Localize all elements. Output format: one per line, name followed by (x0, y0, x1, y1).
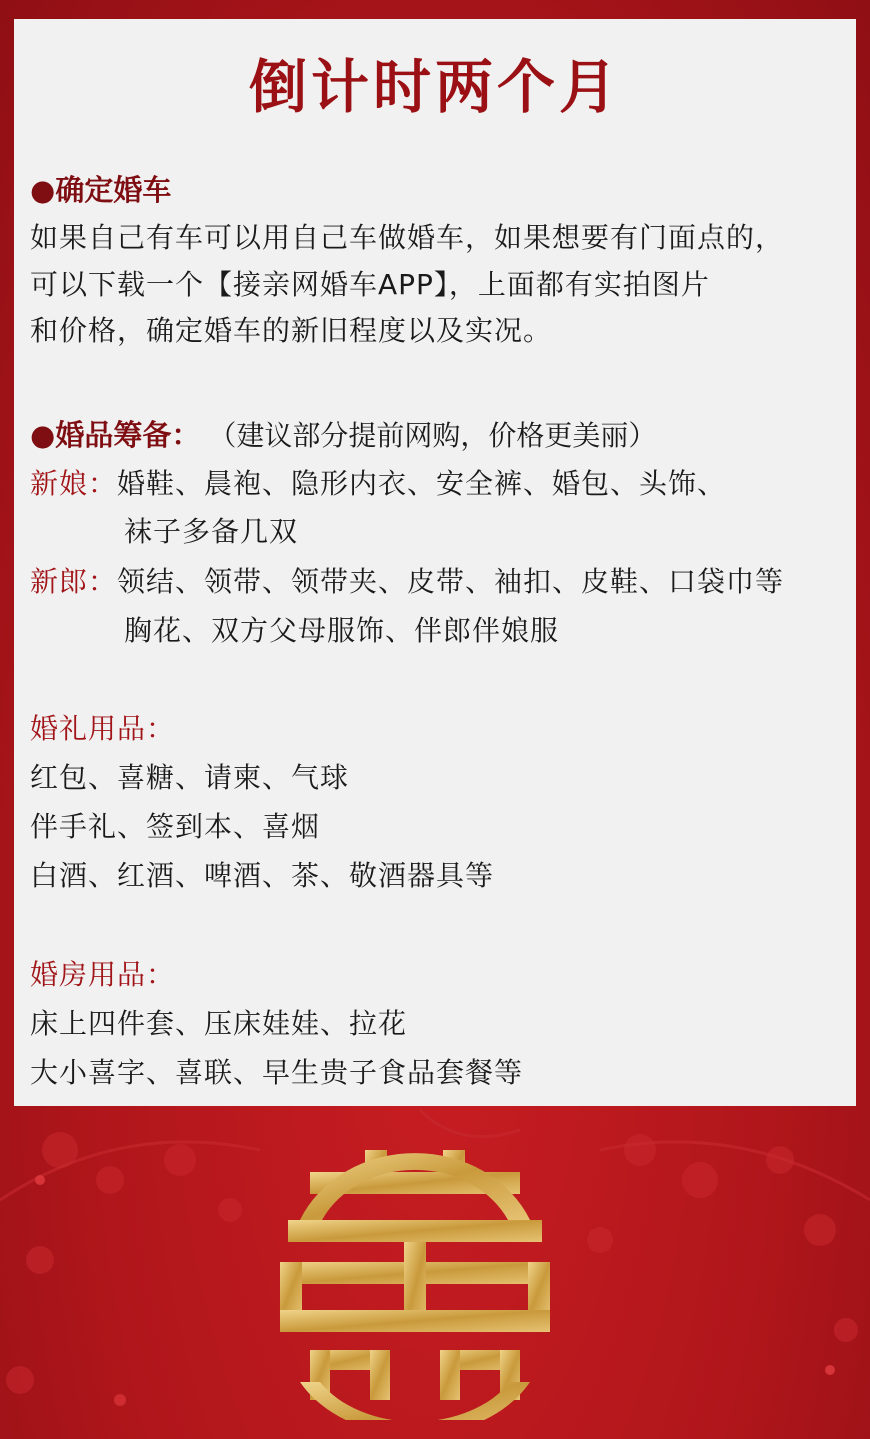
list-item: 白酒、红酒、啤酒、茶、敬酒器具等 (30, 859, 495, 892)
list-item: 床上四件套、压床娃娃、拉花 (30, 1007, 408, 1040)
heading-text: 确定婚车 (55, 173, 172, 207)
list-item: 大小喜字、喜联、早生贵子食品套餐等 (30, 1056, 524, 1089)
section-heading-car (30, 171, 171, 209)
double-happiness-icon (270, 1150, 560, 1420)
list-text: 婚鞋、晨袍、隐形内衣、安全裤、婚包、头饰、 (117, 467, 727, 500)
groom-list-line: 胸花、双方父母服饰、伴郎伴娘服 (124, 614, 560, 647)
paragraph-line: 如果自己有车可以用自己车做婚车，如果想要有门面点的， (30, 221, 785, 254)
page-title: 倒计时两个月 (248, 53, 621, 121)
heading-text: 婚品筹备： (55, 418, 201, 452)
groom-label: 新郎： (30, 565, 118, 598)
bullet-icon: ● (30, 418, 56, 452)
bride-list-line: 袜子多备几双 (124, 515, 299, 548)
groom-list-line (30, 563, 784, 601)
list-item: 红包、喜糖、请柬、气球 (30, 761, 350, 794)
paragraph-line: 可以下载一个【接亲网婚车APP】，上面都有实拍图片 (30, 268, 710, 301)
list-text: 领结、领带、领带夹、皮带、袖扣、皮鞋、口袋巾等 (117, 565, 785, 598)
bride-label: 新娘： (30, 467, 118, 500)
seal-glyph: 囍 (415, 1419, 418, 1420)
paragraph-line: 和价格，确定婚车的新旧程度以及实况。 (30, 314, 553, 347)
list-item: 伴手礼、签到本、喜烟 (30, 810, 321, 843)
section-heading-goods (30, 416, 656, 455)
bullet-icon: ● (30, 173, 56, 207)
section-heading-ceremony: 婚礼用品： (30, 712, 176, 745)
section-heading-room: 婚房用品： (30, 958, 176, 991)
content-card (14, 19, 856, 1106)
heading-note: （建议部分提前网购，价格更美丽） (222, 419, 657, 452)
bride-list-line (30, 465, 726, 503)
